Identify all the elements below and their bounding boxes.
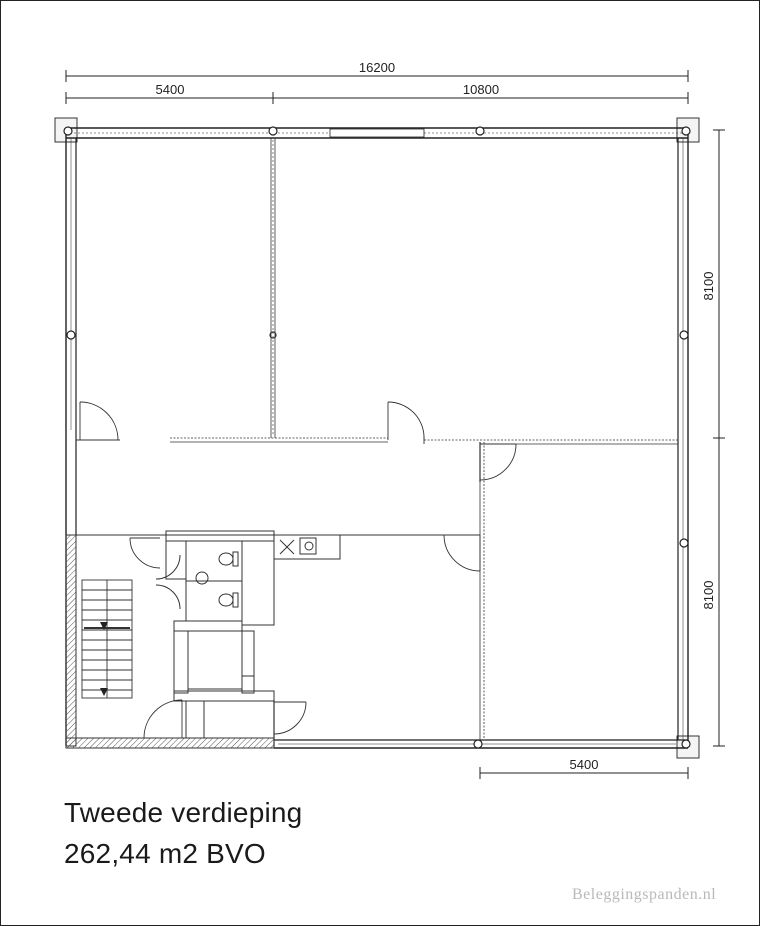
dim-total-width: 16200	[358, 60, 396, 75]
dim-bottom-right-width: 5400	[569, 757, 599, 772]
dimension-lines	[66, 70, 725, 779]
toilet-core	[156, 531, 340, 738]
dim-left-width: 5400	[155, 82, 185, 97]
dim-lower-depth: 8100	[701, 580, 716, 610]
dim-right-width: 10800	[462, 82, 500, 97]
floor-area: 262,44 m2 BVO	[64, 838, 266, 869]
doors	[80, 402, 516, 738]
dim-upper-depth: 8100	[701, 271, 716, 301]
facade-columns	[64, 127, 690, 748]
floor-title: Tweede verdieping	[64, 797, 303, 828]
staircase	[82, 580, 132, 698]
interior-walls	[66, 138, 678, 748]
watermark-logo: Beleggingspanden.nl	[572, 886, 717, 903]
